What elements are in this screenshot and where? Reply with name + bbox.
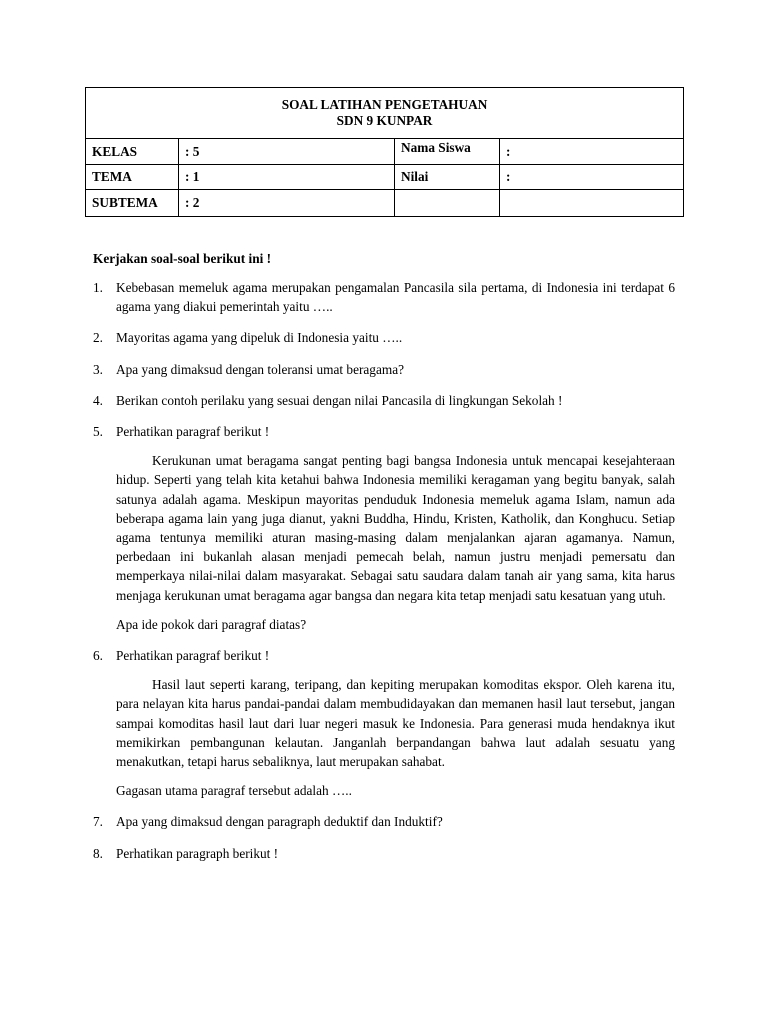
question-item [93, 844, 675, 863]
question-text: Perhatikan paragraph berikut ! [116, 845, 279, 861]
question-text: Perhatikan paragraf berikut ! [116, 424, 270, 440]
questions-section [93, 250, 675, 875]
question-text: Perhatikan paragraf berikut ! [116, 648, 270, 664]
nilai-label: Nilai [395, 165, 500, 190]
header-row-subtema [86, 190, 684, 217]
question-number: 4. [93, 392, 103, 408]
nilai-value: : [500, 165, 684, 190]
question-item [93, 646, 675, 800]
nama-siswa-value: : [500, 139, 684, 165]
instruction: Kerjakan soal-soal berikut ini ! [93, 251, 272, 266]
question-text: Mayoritas agama yang dipeluk di Indonesia yaitu ….. [116, 330, 403, 346]
question-item [93, 812, 675, 831]
empty-cell [395, 190, 500, 217]
header-row-tema [86, 165, 684, 190]
question-number: 7. [93, 814, 103, 830]
question-item [93, 328, 675, 347]
kelas-label: KELAS [86, 139, 179, 165]
nama-siswa-label: Nama Siswa [395, 139, 500, 165]
question-text: Berikan contoh perilaku yang sesuai dengan nilai Pancasila di lingkungan Sekolah ! [116, 392, 563, 408]
question-item [93, 278, 675, 316]
question-list [93, 278, 675, 863]
school-name: SDN 9 KUNPAR [336, 113, 433, 128]
question-prompt: Apa ide pokok dari paragraf diatas? [116, 616, 307, 632]
title-line-1: SOAL LATIHAN PENGETAHUAN [281, 97, 488, 112]
question-text: Apa yang dimaksud dengan toleransi umat beragama? [116, 361, 404, 377]
header-row-kelas [86, 139, 684, 165]
subtema-label: SUBTEMA [86, 190, 179, 217]
question-item [93, 391, 675, 410]
question-number: 5. [93, 424, 103, 440]
question-item [93, 422, 675, 634]
tema-label: TEMA [86, 165, 179, 190]
reading-paragraph: Kerukunan umat beragama sangat penting bagi bangsa Indonesia untuk mencapai kesejahteraan hidup. Seperti yang telah kita ketahui bahwa Indonesia memiliki keragaman yang begitu banyak, salah satunya adalah agama. Meskipun mayoritas penduduk Indonesia memeluk agama Islam, namun ada beberapa agama lain yang juga dianut, yakni Buddha, Hindu, Kristen, Katholik, dan Konghucu. Setiap agama tentunya memiliki aturan masing-masing dalam menjalankan ajaran agamanya. Namun, perbedaan ini bukanlah alasan menjadi pemecah belah, namun justru menjadi pemersatu dan memperkaya nilai-nilai dalam masyarakat. Sebagai satu saudara dalam tanah air yang sama, kita harus menjaga kerukunan umat beragama agar bangsa dan negara kita tetap menjadi satu kesatuan yang utuh. [116, 453, 675, 603]
question-number: 1. [93, 280, 103, 295]
question-text: Apa yang dimaksud dengan paragraph deduktif dan Induktif? [116, 814, 443, 830]
subtema-value: : 2 [179, 190, 395, 217]
tema-value: : 1 [179, 165, 395, 190]
question-text: Kebebasan memeluk agama merupakan pengamalan Pancasila sila pertama, di Indonesia ini terdapat 6 agama yang diakui pemerintah yaitu ….. [116, 280, 675, 315]
question-number: 3. [93, 361, 103, 377]
question-number: 8. [93, 845, 103, 861]
kelas-value: : 5 [179, 139, 395, 165]
question-number: 6. [93, 648, 103, 664]
question-item [93, 360, 675, 379]
reading-paragraph: Hasil laut seperti karang, teripang, dan kepiting merupakan komoditas ekspor. Oleh karena itu, para nelayan kita harus pandai-pandai dalam membudidayakan dan memanen hasil laut tersebut, jangan sampai komoditas hasil laut dari luar negeri masuk ke Indonesia. Para generasi muda hendaknya ikut memikirkan pembangunan kelautan. Janganlah berpandangan bahwa laut adalah sesuatu yang menakutkan, tetapi harus sebaliknya, laut merupakan sahabat. [116, 677, 675, 770]
question-number: 2. [93, 330, 103, 346]
header-table [85, 87, 684, 217]
empty-cell [500, 190, 684, 217]
question-prompt: Gagasan utama paragraf tersebut adalah ….. [116, 783, 352, 799]
document-title [86, 88, 684, 139]
